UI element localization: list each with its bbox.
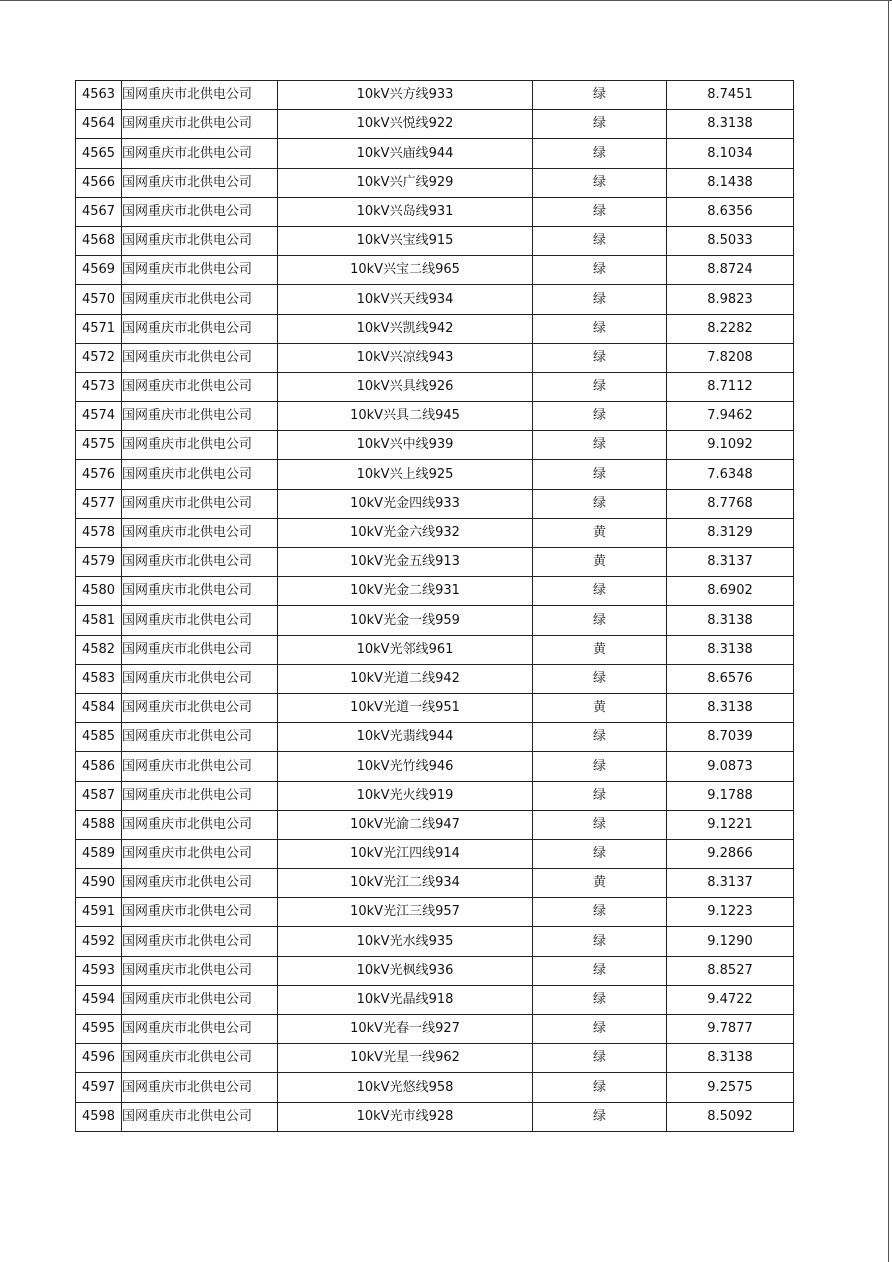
table-row	[76, 81, 794, 110]
value-cell: 9.2866	[667, 839, 794, 868]
value-cell: 8.5033	[667, 226, 794, 255]
row-number-cell: 4563	[76, 81, 122, 110]
line-name-cell: 10kV光晶线918	[278, 985, 533, 1014]
value-cell: 8.3138	[667, 635, 794, 664]
value-cell: 8.3129	[667, 518, 794, 547]
status-cell: 绿	[533, 898, 667, 927]
line-name-cell: 10kV光江二线934	[278, 869, 533, 898]
line-name-cell: 10kV光金二线931	[278, 577, 533, 606]
line-name-cell: 10kV光邻线961	[278, 635, 533, 664]
value-cell: 8.8527	[667, 956, 794, 985]
row-number-cell: 4568	[76, 226, 122, 255]
line-name-cell: 10kV光江三线957	[278, 898, 533, 927]
row-number-cell: 4593	[76, 956, 122, 985]
table-row	[76, 343, 794, 372]
company-cell: 国网重庆市北供电公司	[122, 110, 278, 139]
value-cell: 8.7451	[667, 81, 794, 110]
value-cell: 8.3138	[667, 1044, 794, 1073]
value-cell: 9.1223	[667, 898, 794, 927]
company-cell: 国网重庆市北供电公司	[122, 226, 278, 255]
company-cell: 国网重庆市北供电公司	[122, 1044, 278, 1073]
company-cell: 国网重庆市北供电公司	[122, 489, 278, 518]
line-name-cell: 10kV光春一线927	[278, 1015, 533, 1044]
line-name-cell: 10kV兴庙线944	[278, 139, 533, 168]
table-row	[76, 606, 794, 635]
company-cell: 国网重庆市北供电公司	[122, 985, 278, 1014]
company-cell: 国网重庆市北供电公司	[122, 139, 278, 168]
value-cell: 9.1092	[667, 431, 794, 460]
company-cell: 国网重庆市北供电公司	[122, 577, 278, 606]
line-name-cell: 10kV光枫线936	[278, 956, 533, 985]
company-cell: 国网重庆市北供电公司	[122, 314, 278, 343]
status-cell: 绿	[533, 372, 667, 401]
value-cell: 8.6356	[667, 197, 794, 226]
line-name-cell: 10kV光金一线959	[278, 606, 533, 635]
value-cell: 9.1788	[667, 781, 794, 810]
row-number-cell: 4588	[76, 810, 122, 839]
line-rating-table	[75, 80, 794, 1132]
row-number-cell: 4580	[76, 577, 122, 606]
table-row	[76, 372, 794, 401]
row-number-cell: 4598	[76, 1102, 122, 1131]
company-cell: 国网重庆市北供电公司	[122, 518, 278, 547]
row-number-cell: 4589	[76, 839, 122, 868]
table-row	[76, 664, 794, 693]
status-cell: 绿	[533, 314, 667, 343]
company-cell: 国网重庆市北供电公司	[122, 869, 278, 898]
status-cell: 绿	[533, 139, 667, 168]
table-row	[76, 752, 794, 781]
table-row	[76, 956, 794, 985]
row-number-cell: 4595	[76, 1015, 122, 1044]
line-name-cell: 10kV光市线928	[278, 1102, 533, 1131]
table-row	[76, 197, 794, 226]
company-cell: 国网重庆市北供电公司	[122, 606, 278, 635]
line-name-cell: 10kV兴凯线942	[278, 314, 533, 343]
row-number-cell: 4565	[76, 139, 122, 168]
company-cell: 国网重庆市北供电公司	[122, 664, 278, 693]
value-cell: 7.6348	[667, 460, 794, 489]
table-row	[76, 985, 794, 1014]
row-number-cell: 4581	[76, 606, 122, 635]
row-number-cell: 4575	[76, 431, 122, 460]
table-row	[76, 285, 794, 314]
company-cell: 国网重庆市北供电公司	[122, 343, 278, 372]
table-row	[76, 431, 794, 460]
value-cell: 8.7768	[667, 489, 794, 518]
company-cell: 国网重庆市北供电公司	[122, 635, 278, 664]
status-cell: 绿	[533, 956, 667, 985]
line-name-cell: 10kV光道二线942	[278, 664, 533, 693]
row-number-cell: 4573	[76, 372, 122, 401]
table-row	[76, 635, 794, 664]
value-cell: 8.1034	[667, 139, 794, 168]
status-cell: 绿	[533, 1073, 667, 1102]
line-name-cell: 10kV兴具线926	[278, 372, 533, 401]
row-number-cell: 4578	[76, 518, 122, 547]
page-top-border	[0, 0, 892, 1]
value-cell: 9.7877	[667, 1015, 794, 1044]
row-number-cell: 4570	[76, 285, 122, 314]
status-cell: 黄	[533, 518, 667, 547]
value-cell: 8.3138	[667, 110, 794, 139]
company-cell: 国网重庆市北供电公司	[122, 285, 278, 314]
status-cell: 绿	[533, 1044, 667, 1073]
row-number-cell: 4572	[76, 343, 122, 372]
table-row	[76, 402, 794, 431]
table-row	[76, 810, 794, 839]
row-number-cell: 4577	[76, 489, 122, 518]
company-cell: 国网重庆市北供电公司	[122, 256, 278, 285]
value-cell: 9.1290	[667, 927, 794, 956]
table-row	[76, 518, 794, 547]
row-number-cell: 4576	[76, 460, 122, 489]
row-number-cell: 4594	[76, 985, 122, 1014]
company-cell: 国网重庆市北供电公司	[122, 1073, 278, 1102]
status-cell: 绿	[533, 1015, 667, 1044]
status-cell: 黄	[533, 693, 667, 722]
row-number-cell: 4586	[76, 752, 122, 781]
row-number-cell: 4585	[76, 723, 122, 752]
status-cell: 黄	[533, 869, 667, 898]
row-number-cell: 4571	[76, 314, 122, 343]
status-cell: 绿	[533, 110, 667, 139]
line-name-cell: 10kV光金四线933	[278, 489, 533, 518]
company-cell: 国网重庆市北供电公司	[122, 781, 278, 810]
row-number-cell: 4569	[76, 256, 122, 285]
line-name-cell: 10kV兴天线934	[278, 285, 533, 314]
row-number-cell: 4590	[76, 869, 122, 898]
status-cell: 绿	[533, 197, 667, 226]
status-cell: 绿	[533, 664, 667, 693]
row-number-cell: 4579	[76, 548, 122, 577]
table-row	[76, 781, 794, 810]
status-cell: 绿	[533, 402, 667, 431]
row-number-cell: 4597	[76, 1073, 122, 1102]
status-cell: 黄	[533, 635, 667, 664]
row-number-cell: 4591	[76, 898, 122, 927]
value-cell: 8.3138	[667, 606, 794, 635]
company-cell: 国网重庆市北供电公司	[122, 548, 278, 577]
value-cell: 8.3137	[667, 548, 794, 577]
line-name-cell: 10kV兴悦线922	[278, 110, 533, 139]
value-cell: 7.9462	[667, 402, 794, 431]
status-cell: 绿	[533, 810, 667, 839]
value-cell: 8.6902	[667, 577, 794, 606]
status-cell: 绿	[533, 489, 667, 518]
table-row	[76, 168, 794, 197]
row-number-cell: 4574	[76, 402, 122, 431]
line-name-cell: 10kV兴宝二线965	[278, 256, 533, 285]
company-cell: 国网重庆市北供电公司	[122, 693, 278, 722]
value-cell: 8.5092	[667, 1102, 794, 1131]
table-row	[76, 110, 794, 139]
line-name-cell: 10kV兴上线925	[278, 460, 533, 489]
value-cell: 8.3137	[667, 869, 794, 898]
status-cell: 绿	[533, 285, 667, 314]
line-name-cell: 10kV兴广线929	[278, 168, 533, 197]
value-cell: 8.7112	[667, 372, 794, 401]
status-cell: 绿	[533, 81, 667, 110]
row-number-cell: 4596	[76, 1044, 122, 1073]
table-row	[76, 898, 794, 927]
line-name-cell: 10kV光江四线914	[278, 839, 533, 868]
line-name-cell: 10kV光竹线946	[278, 752, 533, 781]
value-cell: 8.9823	[667, 285, 794, 314]
line-name-cell: 10kV兴具二线945	[278, 402, 533, 431]
line-name-cell: 10kV光金五线913	[278, 548, 533, 577]
status-cell: 绿	[533, 577, 667, 606]
table-row	[76, 460, 794, 489]
value-cell: 9.4722	[667, 985, 794, 1014]
line-name-cell: 10kV光金六线932	[278, 518, 533, 547]
row-number-cell: 4592	[76, 927, 122, 956]
row-number-cell: 4584	[76, 693, 122, 722]
value-cell: 9.1221	[667, 810, 794, 839]
company-cell: 国网重庆市北供电公司	[122, 81, 278, 110]
table-row	[76, 723, 794, 752]
row-number-cell: 4587	[76, 781, 122, 810]
company-cell: 国网重庆市北供电公司	[122, 460, 278, 489]
line-name-cell: 10kV光水线935	[278, 927, 533, 956]
status-cell: 绿	[533, 781, 667, 810]
status-cell: 绿	[533, 226, 667, 255]
line-name-cell: 10kV光火线919	[278, 781, 533, 810]
company-cell: 国网重庆市北供电公司	[122, 723, 278, 752]
table-row	[76, 139, 794, 168]
status-cell: 绿	[533, 168, 667, 197]
value-cell: 7.8208	[667, 343, 794, 372]
value-cell: 8.3138	[667, 693, 794, 722]
table-row	[76, 839, 794, 868]
company-cell: 国网重庆市北供电公司	[122, 752, 278, 781]
line-name-cell: 10kV兴岛线931	[278, 197, 533, 226]
status-cell: 绿	[533, 431, 667, 460]
table-row	[76, 226, 794, 255]
status-cell: 绿	[533, 985, 667, 1014]
status-cell: 绿	[533, 723, 667, 752]
company-cell: 国网重庆市北供电公司	[122, 927, 278, 956]
value-cell: 8.1438	[667, 168, 794, 197]
company-cell: 国网重庆市北供电公司	[122, 197, 278, 226]
line-name-cell: 10kV光星一线962	[278, 1044, 533, 1073]
company-cell: 国网重庆市北供电公司	[122, 1102, 278, 1131]
status-cell: 黄	[533, 548, 667, 577]
company-cell: 国网重庆市北供电公司	[122, 839, 278, 868]
row-number-cell: 4567	[76, 197, 122, 226]
table-row	[76, 869, 794, 898]
status-cell: 绿	[533, 839, 667, 868]
table-row	[76, 256, 794, 285]
table-body	[76, 81, 794, 1132]
table-row	[76, 1015, 794, 1044]
line-name-cell: 10kV兴方线933	[278, 81, 533, 110]
status-cell: 绿	[533, 927, 667, 956]
company-cell: 国网重庆市北供电公司	[122, 168, 278, 197]
table-row	[76, 314, 794, 343]
status-cell: 绿	[533, 256, 667, 285]
company-cell: 国网重庆市北供电公司	[122, 810, 278, 839]
table-row	[76, 577, 794, 606]
line-name-cell: 10kV兴宝线915	[278, 226, 533, 255]
row-number-cell: 4583	[76, 664, 122, 693]
table-row	[76, 548, 794, 577]
status-cell: 绿	[533, 460, 667, 489]
value-cell: 9.0873	[667, 752, 794, 781]
line-name-cell: 10kV光翡线944	[278, 723, 533, 752]
company-cell: 国网重庆市北供电公司	[122, 372, 278, 401]
table-row	[76, 693, 794, 722]
company-cell: 国网重庆市北供电公司	[122, 898, 278, 927]
company-cell: 国网重庆市北供电公司	[122, 956, 278, 985]
value-cell: 9.2575	[667, 1073, 794, 1102]
value-cell: 8.8724	[667, 256, 794, 285]
line-name-cell: 10kV兴凉线943	[278, 343, 533, 372]
line-name-cell: 10kV光渝二线947	[278, 810, 533, 839]
table-row	[76, 1044, 794, 1073]
row-number-cell: 4582	[76, 635, 122, 664]
company-cell: 国网重庆市北供电公司	[122, 431, 278, 460]
page-right-border	[888, 0, 889, 1262]
status-cell: 绿	[533, 343, 667, 372]
status-cell: 绿	[533, 752, 667, 781]
line-name-cell: 10kV兴中线939	[278, 431, 533, 460]
line-name-cell: 10kV光悠线958	[278, 1073, 533, 1102]
line-name-cell: 10kV光道一线951	[278, 693, 533, 722]
table-row	[76, 1073, 794, 1102]
table-row	[76, 489, 794, 518]
status-cell: 绿	[533, 606, 667, 635]
row-number-cell: 4566	[76, 168, 122, 197]
table-row	[76, 927, 794, 956]
value-cell: 8.6576	[667, 664, 794, 693]
value-cell: 8.7039	[667, 723, 794, 752]
company-cell: 国网重庆市北供电公司	[122, 1015, 278, 1044]
table-row	[76, 1102, 794, 1131]
row-number-cell: 4564	[76, 110, 122, 139]
status-cell: 绿	[533, 1102, 667, 1131]
company-cell: 国网重庆市北供电公司	[122, 402, 278, 431]
value-cell: 8.2282	[667, 314, 794, 343]
